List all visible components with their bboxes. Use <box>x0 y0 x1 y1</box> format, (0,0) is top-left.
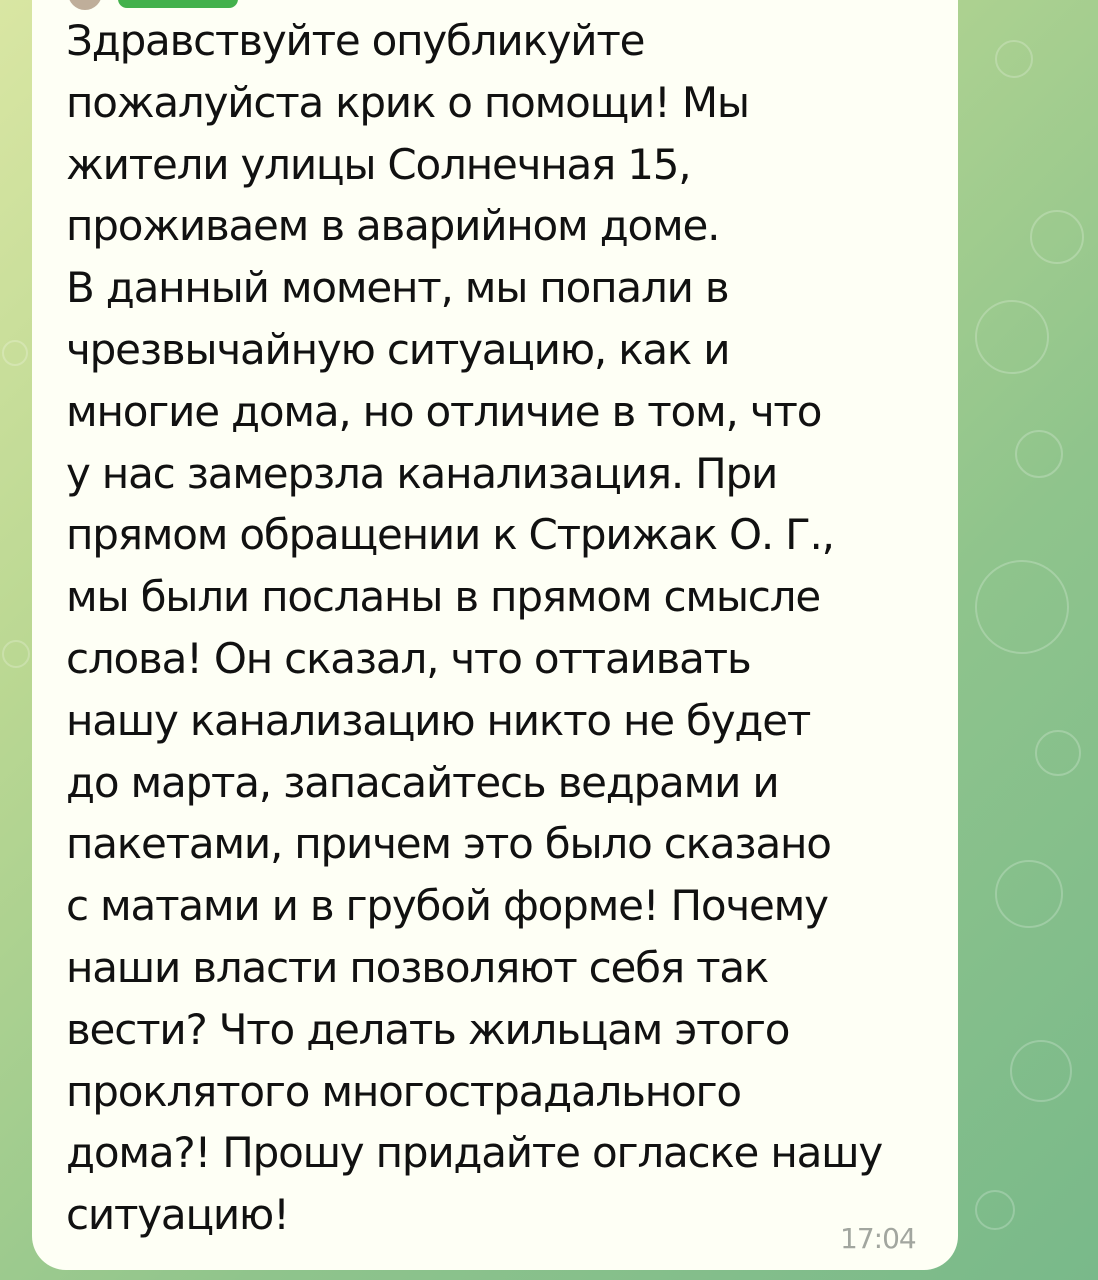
message-line: проживаем в аварийном доме. <box>66 201 720 251</box>
wallpaper-doodle-icon <box>975 1190 1015 1230</box>
wallpaper-doodle-icon <box>995 860 1063 928</box>
message-line: многие дома, но отличие в том, что <box>66 386 822 436</box>
wallpaper-doodle-icon <box>1035 730 1081 776</box>
message-line: у нас замерзла канализация. При <box>66 448 778 498</box>
message-line: прямом обращении к Стрижак О. Г., <box>66 510 834 560</box>
message-line: до марта, запасайтесь ведрами и <box>66 757 779 807</box>
message-line: мы были посланы в прямом смысле <box>66 572 820 622</box>
message-line: ситуацию! <box>66 1190 289 1240</box>
message-line: вести? Что делать жильцам этого <box>66 1004 790 1054</box>
message-line: наши власти позволяют себя так <box>66 942 769 992</box>
message-text <box>66 10 916 1246</box>
wallpaper-doodle-icon <box>975 300 1049 374</box>
wallpaper-doodle-icon <box>995 40 1033 78</box>
message-line: чрезвычайную ситуацию, как и <box>66 324 730 374</box>
wallpaper-doodle-icon <box>975 560 1069 654</box>
message-line: проклятого многострадального <box>66 1066 741 1116</box>
message-time: 17:04 <box>840 1222 916 1255</box>
message-line: жители улицы Солнечная 15, <box>66 139 691 189</box>
message-line: слова! Он сказал, что оттаивать <box>66 633 751 683</box>
wallpaper-doodle-icon <box>2 640 30 668</box>
wallpaper-doodle-icon <box>1030 210 1084 264</box>
wallpaper-doodle-icon <box>1010 1040 1072 1102</box>
wallpaper-doodle-icon <box>2 340 28 366</box>
message-line: пожалуйста крик о помощи! Мы <box>66 77 749 127</box>
message-line: нашу канализацию никто не будет <box>66 695 811 745</box>
message-line: В данный момент, мы попали в <box>66 263 729 313</box>
message-line: дома?! Прошу придайте огласке нашу <box>66 1128 883 1178</box>
message-line: пакетами, причем это было сказано <box>66 819 831 869</box>
wallpaper-doodle-icon <box>1015 430 1063 478</box>
message-line: с матами и в грубой форме! Почему <box>66 881 828 931</box>
sender-name-placeholder[interactable] <box>118 0 238 8</box>
message-line: Здравствуйте опубликуйте <box>66 16 645 65</box>
